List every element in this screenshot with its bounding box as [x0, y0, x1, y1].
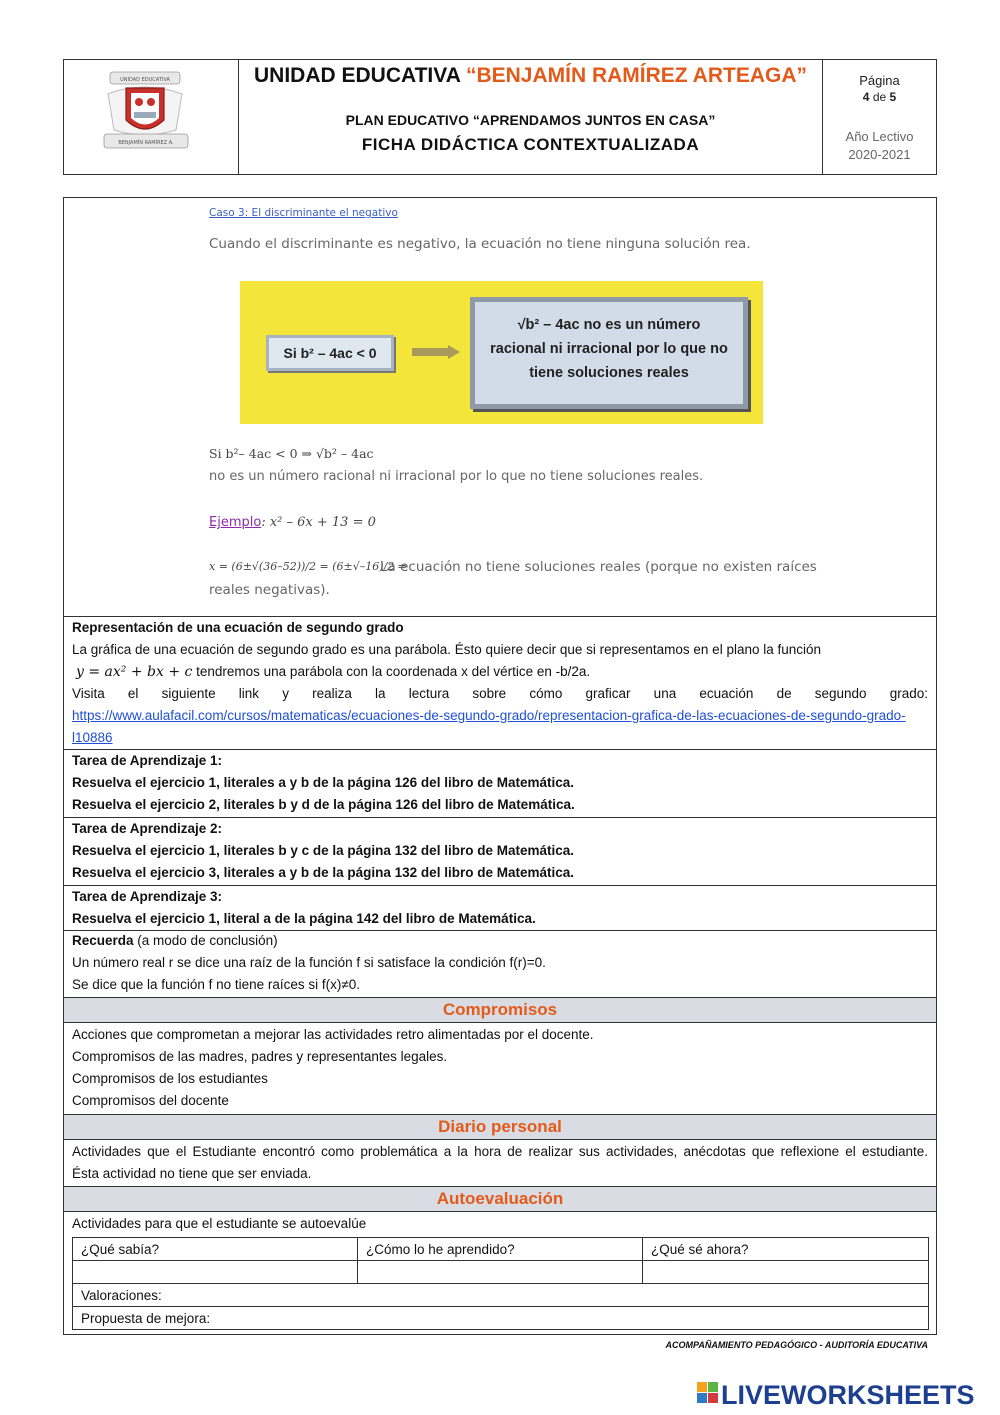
tarea-3 [72, 886, 536, 930]
divider [64, 1022, 936, 1023]
case3-intro: Cuando el discriminante es negativo, la ecuación no tiene ninguna solución rea. [209, 236, 751, 252]
liveworksheets-mark-icon [697, 1376, 995, 1410]
answer-que-se-ahora[interactable] [643, 1261, 929, 1284]
aulafacil-link[interactable]: https://www.aulafacil.com/cursos/matematicas/ecuaciones-de-segundo-grado/representacion-grafica-de-las-ecuaciones-de-segundo-grado- [72, 708, 906, 723]
conclusion-line-2: racional ni irracional por lo que no [490, 341, 728, 357]
tarea-2-line-2: Resuelva el ejercicio 3, literales a y b de la página 132 del libro de Matemática. [72, 865, 574, 880]
school-prefix: UNIDAD EDUCATIVA [253, 64, 461, 87]
answer-que-sabia[interactable] [73, 1261, 358, 1284]
diario-title: Diario personal [64, 1115, 936, 1139]
case3-title: Caso 3: El discriminante el negativo [209, 207, 398, 219]
divider [64, 1211, 936, 1212]
school-name: “BENJAMÍN RAMÍREZ ARTEAGA” [465, 64, 807, 87]
conclusion-box [470, 297, 748, 409]
year-label: Año Lectivo [845, 129, 914, 144]
representacion-section [72, 617, 928, 749]
tarea-1 [72, 750, 575, 816]
diario-section [72, 1141, 928, 1185]
divider [64, 1139, 936, 1140]
header-meta-cell [823, 60, 936, 174]
page-header [63, 59, 937, 175]
tarea-2 [72, 818, 574, 884]
example [209, 514, 376, 530]
plan-title: PLAN EDUCATIVO “APRENDAMOS JUNTOS EN CASA” [345, 112, 716, 128]
col-que-sabia: ¿Qué sabía? [73, 1238, 358, 1261]
page-label: Página [859, 73, 900, 88]
propuesta-field[interactable]: Propuesta de mejora: [73, 1307, 929, 1330]
example-label: Ejemplo [209, 515, 262, 530]
table-row [73, 1238, 929, 1261]
diario-line-1: Actividades que el Estudiante encontró como problemática a la hora de realizar sus actividades, anécdotas que reflexione el estudiante. [72, 1144, 928, 1159]
school-logo [64, 60, 239, 174]
table-row [73, 1307, 929, 1330]
logo-top-text: UNIDAD EDUCATIVA [120, 77, 170, 83]
tarea-2-line-1: Resuelva el ejercicio 1, literales b y c de la página 132 del libro de Matemática. [72, 843, 574, 858]
tarea-1-line-1: Resuelva el ejercicio 1, literales a y b de la página 126 del libro de Matemática. [72, 775, 574, 790]
tarea-3-line-1: Resuelva el ejercicio 1, literal a de la página 142 del libro de Matemática. [72, 911, 536, 926]
col-como-aprendido: ¿Cómo lo he aprendido? [358, 1238, 643, 1261]
tarea-1-title: Tarea de Aprendizaje 1: [72, 753, 223, 768]
autoevaluacion-intro: Actividades para que el estudiante se autoevalúe [72, 1216, 367, 1231]
case3-formula-text: no es un número racional ni irracional por lo que no tiene soluciones reales. [209, 469, 704, 484]
tarea-1-line-2: Resuelva el ejercicio 2, literales b y d de la página 126 del libro de Matemática. [72, 797, 575, 812]
aulafacil-link-cont[interactable]: l10886 [72, 730, 113, 745]
tarea-2-title: Tarea de Aprendizaje 2: [72, 821, 223, 836]
school-title [239, 64, 822, 88]
brand-text: LIVEWORKSHEETS [721, 1380, 975, 1410]
solution-equation: x = (6±√(36–52))/2 = (6±√–16)/2 ⇒ [209, 560, 407, 573]
logo-bottom-text: BENJAMÍN RAMÍREZ A. [118, 140, 174, 146]
autoevaluacion-table [72, 1237, 929, 1330]
page-number: 4 de 5 [862, 90, 897, 104]
header-title-cell [239, 60, 823, 174]
tarea-3-title: Tarea de Aprendizaje 3: [72, 889, 223, 904]
condition-box: Si b² – 4ac < 0 [266, 335, 394, 371]
compromiso-item: Compromisos de las madres, padres y representantes legales. [72, 1049, 448, 1064]
arrow-right-icon [412, 345, 460, 359]
ficha-title: FICHA DIDÁCTICA CONTEXTUALIZADA [361, 135, 700, 154]
recuerda-section [72, 930, 546, 996]
recuerda-line-1: Un número real r se dice una raíz de la función f si satisface la condición f(r)=0. [72, 955, 546, 970]
representacion-p2: tendremos una parábola con la coordenada x del vértice en -b/2a. [196, 664, 591, 679]
valoraciones-field[interactable]: Valoraciones: [73, 1284, 929, 1307]
table-row [73, 1261, 929, 1284]
logo-cell [64, 60, 239, 174]
col-que-se-ahora: ¿Qué sé ahora? [643, 1238, 929, 1261]
representacion-function-line [72, 661, 928, 683]
representacion-title: Representación de una ecuación de segundo grado [72, 620, 404, 635]
compromisos-list [72, 1024, 594, 1112]
representacion-p1: La gráfica de una ecuación de segundo grado es una parábola. Ésto quiere decir que si representamos en el plano la función [72, 642, 822, 657]
footer-text: ACOMPAÑAMIENTO PEDAGÓGICO - AUDITORÍA EDUCATIVA [665, 1340, 928, 1350]
recuerda-line-2: Se dice que la función f no tiene raíces si f(x)≠0. [72, 977, 361, 992]
main-content [63, 197, 937, 1335]
table-row [73, 1284, 929, 1307]
compromiso-item: Compromisos de los estudiantes [72, 1071, 268, 1086]
compromiso-item: Compromisos del docente [72, 1093, 229, 1108]
representacion-p3: Visita el siguiente link y realiza la lectura sobre cómo graficar una ecuación de segundo grado: [72, 686, 928, 701]
solution-text: La ecuación no tiene soluciones reales (porque no existen raíces [380, 559, 817, 575]
diario-line-2: Ésta actividad no tiene que ser enviada. [72, 1166, 312, 1181]
conclusion-line-3: tiene soluciones reales [529, 365, 689, 381]
discriminant-diagram [240, 281, 763, 424]
solution-text-2: reales negativas). [209, 582, 330, 598]
case3-formula: Si b²– 4ac < 0 ⇒ √b² – 4ac [209, 446, 374, 461]
compromiso-item: Acciones que comprometan a mejorar las actividades retro alimentadas por el docente. [72, 1027, 594, 1042]
function-formula: y = ax² + bx + c [76, 664, 193, 680]
recuerda-heading: Recuerda (a modo de conclusión) [72, 933, 278, 948]
conclusion-line-1: √b² – 4ac no es un número [517, 317, 701, 333]
answer-como-aprendido[interactable] [358, 1261, 643, 1284]
compromisos-title: Compromisos [64, 998, 936, 1022]
year-value: 2020-2021 [848, 147, 911, 162]
liveworksheets-logo [697, 1376, 995, 1410]
example-equation: : x² – 6x + 13 = 0 [261, 515, 376, 530]
autoevaluacion-title: Autoevaluación [64, 1187, 936, 1211]
